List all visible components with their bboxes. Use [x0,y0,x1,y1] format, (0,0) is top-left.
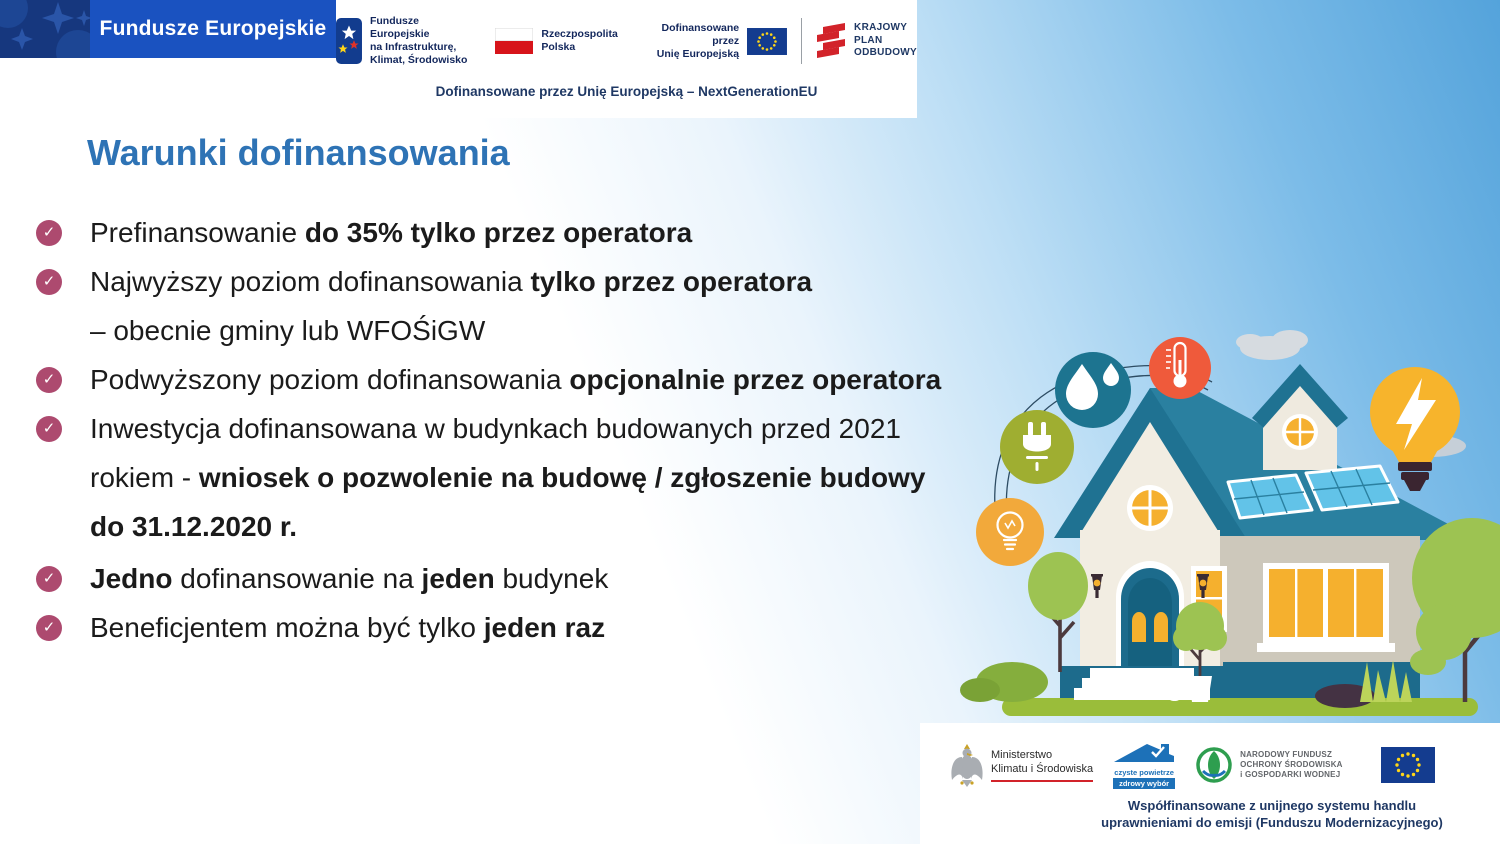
bullet-item: ✓ Beneficjentem można być tylko jeden raz [36,603,1046,652]
thermometer-icon [1149,337,1211,399]
ministry-logo-text: Ministerstwo Klimatu i Środowiska [991,748,1093,782]
bullet-item: ✓ Jedno dofinansowanie na jeden budynek [36,554,1046,603]
page-title: Warunki dofinansowania [87,132,510,173]
bullet-continuation: do 31.12.2020 r. [90,510,298,542]
program-banner-label: Fundusze Europejskie [99,17,327,40]
header-logos-box [336,0,917,118]
fe-logo-text: Fundusze Europejskie na Infrastrukturę, Klimat, Środowisko [369,15,468,66]
house-illustration [960,330,1500,722]
bullet-list [36,208,1046,652]
eu-logo-text: Dofinansowane przez Unię Europejską [656,21,740,60]
ministry-logo [950,743,1093,787]
tree-icon [1028,552,1088,672]
check-icon: ✓ [36,615,62,641]
fe-flag-icon [336,18,362,64]
stars-graphic [0,0,90,58]
kpo-logo-text: KRAJOWY PLAN ODBUDOWY [854,22,917,59]
bullet-continuation: – obecnie gminy lub WFOŚiGW [90,314,486,346]
water-drops-icon [1055,352,1131,428]
plug-icon [1000,410,1074,484]
header-logo-row [336,10,917,72]
check-icon: ✓ [36,269,62,295]
bullet-item: ✓ Najwyższy poziom dofinansowania tylko przez operatora [36,257,1046,306]
bullet-item: ✓ Inwestycja dofinansowana w budynkach budowanych przed 2021 [36,404,1046,453]
poland-flag-icon [495,28,533,54]
tree-icon [1410,518,1500,702]
nfosigw-logo [1195,745,1343,785]
bullet-item: ✓ Prefinansowanie do 35% tylko przez operatora [36,208,1046,257]
program-banner [90,0,336,58]
fe-stars-decoration [0,0,90,58]
footer-logos-box [920,723,1500,844]
funding-note: Dofinansowane przez Unię Europejską – NextGenerationEU [435,84,818,99]
kpo-icon [816,23,846,59]
bullet-continuation: rokiem - wniosek o pozwolenie na budowę / zgłoszenie budowy [90,461,926,493]
header-divider [801,18,802,64]
check-icon: ✓ [36,367,62,393]
eu-flag-icon [1381,747,1435,783]
czyste-powietrze-logo [1113,741,1175,789]
eu-funding-logo [632,22,787,61]
poland-flag-logo [495,28,617,54]
footer-logo-row [950,737,1480,793]
czyste-logo-text: czyste powietrze zdrowy wybór [1114,768,1174,788]
check-icon: ✓ [36,416,62,442]
cofinance-note: Współfinansowane z unijnego systemu handlu uprawnieniami do emisji (Funduszu Modernizacyjnego) [1101,798,1443,830]
nfosigw-icon [1195,745,1233,785]
bullet-item: ✓ Podwyższony poziom dofinansowania opcjonalnie przez operatora [36,355,1046,404]
check-icon: ✓ [36,566,62,592]
czyste-roof-icon [1113,741,1175,763]
eu-flag-icon [747,28,787,55]
nfosigw-logo-text: NARODOWY FUNDUSZ OCHRONY ŚRODOWISKA i GOSPODARKI WODNEJ [1240,750,1343,779]
fe-logo [336,15,481,67]
lightbulb-icon [976,498,1044,566]
poland-logo-text: Rzeczpospolita Polska [541,28,618,53]
kpo-logo [816,22,917,60]
check-icon: ✓ [36,220,62,246]
cloud-icon [1236,330,1308,360]
eagle-icon [950,743,984,787]
